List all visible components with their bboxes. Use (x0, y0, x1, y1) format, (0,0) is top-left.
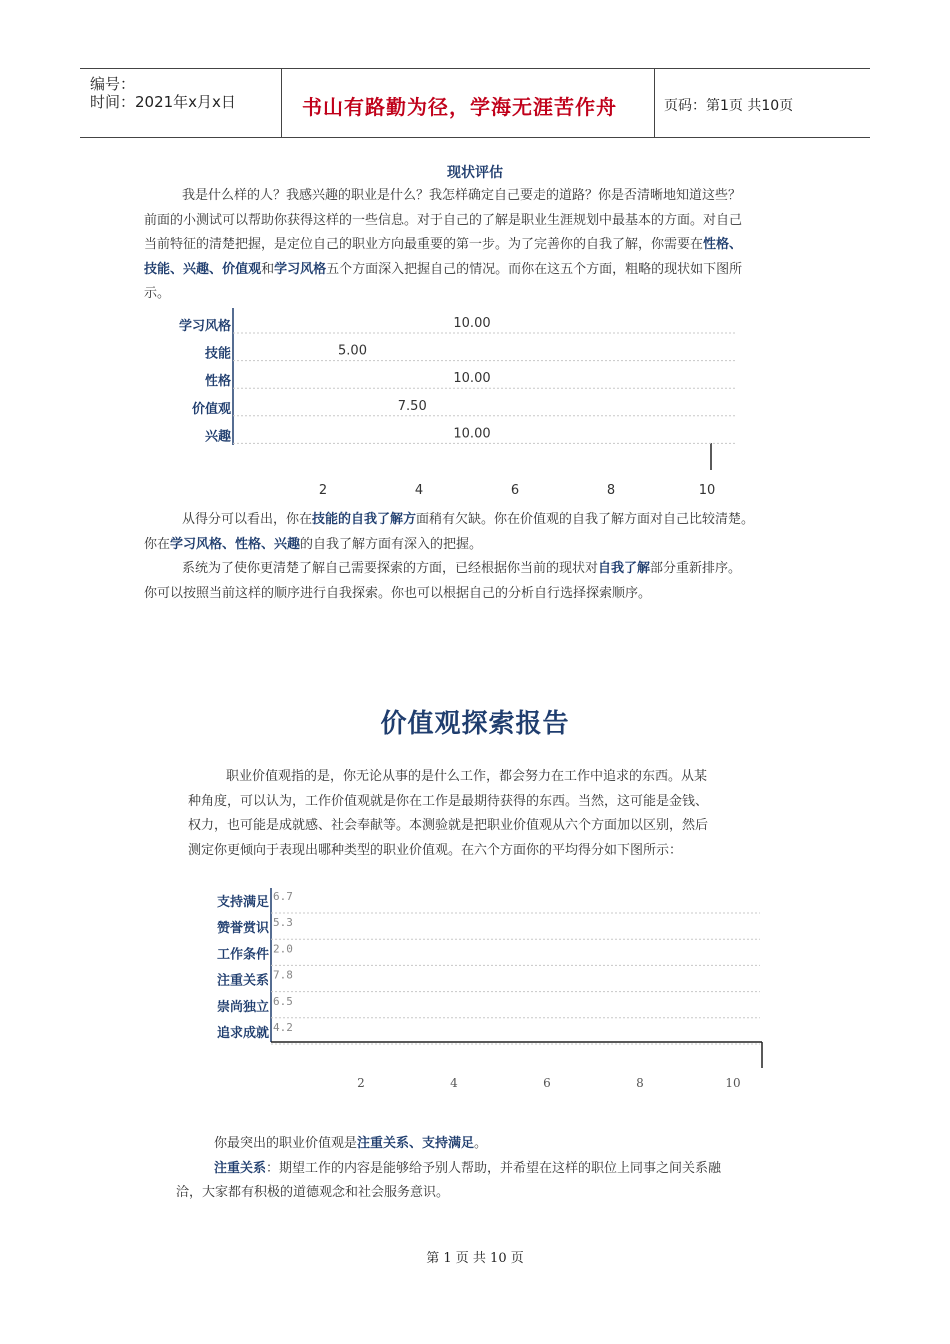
self-knowledge-chart (140, 300, 760, 506)
text-span: 当前特征的清楚把握，是定位自己的职业方向最重要的第一步。为了完善你的自我了解，你需要在 (144, 237, 704, 252)
header-motto: 书山有路勤为径，学海无涯苦作舟 (302, 95, 617, 119)
bold-term: 学习风格、性格、兴趣 (170, 536, 301, 552)
category-label: 工作条件 (216, 947, 269, 963)
header-time-label: 时间：2021年x月x日 (90, 93, 236, 111)
category-label: 价值观 (191, 401, 231, 417)
data-label: 7.8 (273, 968, 293, 982)
text-line: 前面的小测试可以帮助你获得这样的一些信息。对于自己的了解是职业生涯规划中最基本的方面。对自己 (144, 212, 743, 228)
text-line: 洽，大家都有积极的道德观念和社会服务意识。 (176, 1185, 450, 1200)
text-span: 。 (474, 1136, 488, 1151)
text-line (176, 1157, 796, 1182)
data-label: 10.00 (453, 316, 491, 331)
x-tick-label: 2 (357, 1076, 365, 1090)
text-line: 你可以按照当前这样的顺序进行自我探索。你也可以根据自己的分析自行选择探索顺序。 (144, 585, 652, 601)
text-line: 种角度，可以认为，工作价值观就是你在工作是最期待获得的东西。当然，这可能是金钱、 (188, 793, 709, 809)
bar (271, 1026, 477, 1036)
text-line (176, 1132, 796, 1157)
category-label: 赞誉赏识 (216, 921, 269, 937)
values-paragraph-2 (176, 1132, 796, 1206)
category-label: 兴趣 (204, 429, 231, 445)
data-label: 7.50 (397, 398, 427, 414)
text-line: 测定你更倾向于表现出哪种类型的职业价值观。在六个方面你的平均得分如下图所示： (188, 842, 683, 858)
work-values-chart (190, 880, 780, 1095)
text-span: 从得分可以看出，你在 (182, 512, 313, 527)
x-tick-label: 10 (725, 1076, 741, 1090)
bold-term: 性格、 (703, 237, 743, 252)
bold-term: 、 (209, 261, 223, 277)
section-title-status: 现状评估 (447, 165, 503, 181)
text-span: ：期望工作的内容是能够给予别人帮助，并希望在这样的职位上同事之间关系融 (266, 1160, 722, 1176)
category-label: 支持满足 (216, 895, 269, 910)
header-number-label: 编号： (90, 75, 136, 93)
x-tick-label: 4 (414, 483, 424, 498)
text-span: 部分重新排序。 (650, 561, 742, 576)
data-label: 10.00 (453, 426, 491, 442)
data-label: 2.0 (273, 942, 293, 956)
section-title-values: 价值观探索报告 (380, 709, 570, 739)
page-footer: 第 1 页 共 10 页 (426, 1251, 524, 1266)
data-label: 5.00 (338, 343, 367, 359)
bar (271, 895, 600, 905)
x-tick-label: 6 (543, 1076, 551, 1090)
bold-term: 价值观 (222, 261, 262, 277)
data-label: 4.2 (273, 1021, 293, 1034)
text-line: 示。 (144, 286, 171, 301)
header-divider (654, 69, 655, 137)
bold-term: 注重关系 (214, 1160, 267, 1176)
category-label: 学习风格 (178, 319, 231, 334)
data-label: 10.00 (453, 371, 491, 387)
bold-term: 学习风格 (274, 261, 327, 277)
text-line: 我是什么样的人？我感兴趣的职业是什么？我怎样确定自己要走的道路？你是否清晰地知道这些？ (182, 188, 742, 203)
text-line: 职业价值观指的是，你无论从事的是什么工作，都会努力在工作中追求的东西。从某 (226, 769, 708, 784)
text-span: 你最突出的职业价值观是 (214, 1136, 358, 1151)
x-tick-label: 8 (606, 483, 616, 498)
bold-term: 注重关系、支持满足 (357, 1136, 475, 1151)
page-header (80, 68, 870, 138)
x-tick-label: 4 (450, 1076, 458, 1090)
x-tick-label: 6 (510, 483, 520, 498)
header-divider (281, 69, 282, 137)
bold-term: 、 (170, 261, 184, 277)
text-span: 你在 (144, 536, 171, 552)
x-tick-label: 8 (636, 1076, 644, 1090)
text-span: 和 (261, 261, 275, 277)
bold-term: 技能 (144, 261, 171, 277)
text-line (144, 258, 824, 283)
text-line (144, 533, 824, 558)
category-label: 技能 (204, 346, 231, 362)
text-line (144, 508, 824, 533)
bold-term: 技能的自我了解方 (312, 512, 417, 527)
text-line: 权力，也可能是成就感、社会奉献等。本测验就是把职业价值观从六个方面加以区别，然后 (188, 818, 709, 833)
text-line (144, 557, 824, 582)
text-span: 面稍有欠缺。你在价值观的自我了解方面对自己比较清楚。 (416, 512, 755, 527)
category-label: 崇尚独立 (216, 999, 269, 1015)
status-paragraph-1 (144, 184, 824, 307)
bar (271, 1000, 590, 1010)
bar (271, 974, 654, 984)
category-label: 追求成就 (216, 1026, 269, 1041)
bar (271, 921, 531, 931)
data-label: 5.3 (273, 916, 293, 930)
bold-term: 兴趣 (183, 261, 210, 277)
status-paragraph-2 (144, 508, 824, 606)
text-span: 五个方面深入把握自己的情况。而你在这五个方面，粗略的现状如下图所 (326, 261, 743, 277)
header-page-label: 页码：第1页 共10页 (664, 98, 794, 114)
text-line (144, 233, 824, 258)
text-span: 的自我了解方面有深入的把握。 (300, 536, 483, 552)
data-label: 6.5 (273, 994, 293, 1008)
values-paragraph-1 (188, 765, 788, 863)
text-span: 系统为了使你更清楚了解自己需要探索的方面，已经根据你当前的现状对 (182, 561, 599, 576)
category-label: 注重关系 (216, 973, 269, 989)
bold-term: 自我了解 (598, 561, 651, 576)
data-label: 6.7 (273, 890, 293, 903)
x-tick-label: 2 (318, 483, 328, 498)
category-label: 性格 (204, 374, 231, 390)
x-tick-label: 10 (698, 483, 716, 498)
